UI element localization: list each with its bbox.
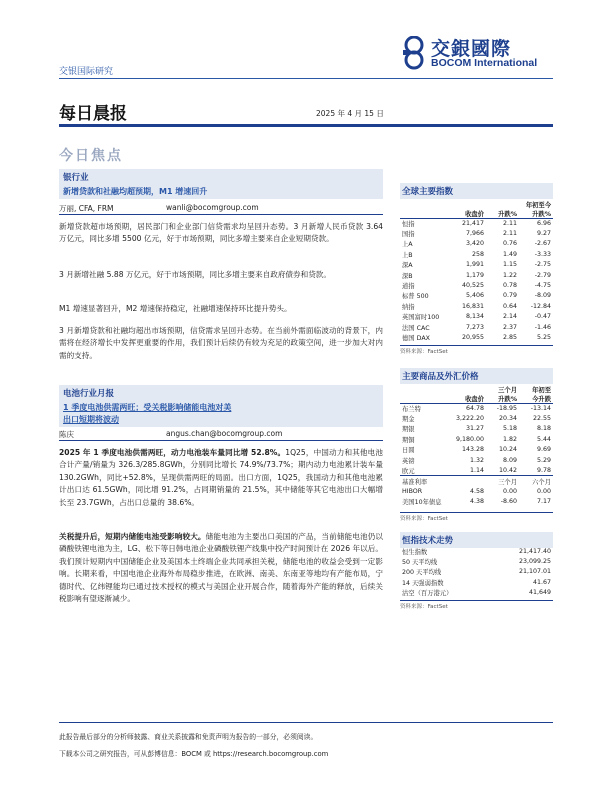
commodities-row [400, 445, 553, 455]
indices-cell-name: 英国富时100 [402, 314, 440, 322]
indices-row [400, 239, 553, 249]
focus-heading: 今日焦点 [59, 148, 123, 164]
technicals-row [400, 577, 553, 587]
indices-row [400, 312, 553, 322]
banking-paragraph-3: M1 增速显著回升，M2 增速保持稳定，社融增速保持环比提升势头。 [59, 304, 292, 313]
banking-headline[interactable]: 新增贷款和社融均超预期，M1 增速回升 [63, 187, 208, 196]
technicals-cell-value: 41.67 [532, 578, 551, 586]
indices-cell-name: 深B [402, 272, 413, 280]
banking-paragraph-1: 新增贷款超市场预期，居民部门和企业部门信贷需求均呈回升态势。3 月新增人民币贷款 3.64 万亿元，同比多增 5500 亿元，好于市场预期，同比多增主要来自企业短期贷款。 [59, 222, 383, 244]
rates-cell-m6: 0.00 [536, 487, 551, 495]
technicals-row [400, 546, 553, 556]
technicals-row [400, 588, 553, 598]
banking-paragraph-2: 3 月新增社融 5.88 万亿元，好于市场预期，同比多增主要来自政府债券和贷款。 [59, 270, 331, 279]
rates-cell-name: 美国10年债息 [402, 499, 442, 507]
indices-cell-chg: 2.11 [502, 230, 517, 238]
indices-cell-close: 40,525 [461, 282, 484, 290]
indices-cell-name: 深A [402, 262, 413, 270]
indices-row [400, 322, 553, 332]
rates-cell-close: 4.58 [469, 487, 484, 495]
commodities-cell-close: 31.27 [465, 425, 484, 433]
commodities-col-ytd: 年初至 今升跌 [519, 381, 553, 403]
rates-cell-m3: 0.00 [502, 487, 517, 495]
commodities-cell-close: 1.32 [469, 456, 484, 464]
indices-cell-ytd: 9.27 [536, 230, 551, 238]
battery-paragraph-2 [59, 531, 383, 605]
commodities-cell-ytd: 9.69 [536, 446, 551, 454]
commodities-cell-m3: 5.18 [502, 425, 517, 433]
indices-cell-name: 德国 DAX [402, 334, 430, 342]
logo-text-en: BOCOM International [431, 57, 538, 69]
indices-row [400, 301, 553, 311]
indices-cell-name: 上B [402, 251, 413, 259]
commodities-cell-m3: -18.95 [496, 404, 517, 412]
indices-cell-name: 法国 CAC [402, 324, 430, 332]
battery-headline-line2[interactable]: 出口短期将波动 [63, 415, 119, 424]
commodities-cell-ytd: 5.29 [536, 456, 551, 464]
commodities-cell-close: 64.78 [465, 404, 484, 412]
commodities-cell-name: 期金 [402, 416, 415, 424]
commodities-cell-name: 英镑 [402, 457, 415, 465]
commodities-cell-name: 期铜 [402, 436, 415, 444]
rates-cell-close: 4.38 [469, 498, 484, 506]
commodities-cell-m3: 8.09 [502, 456, 517, 464]
indices-cell-ytd: -4.75 [534, 282, 551, 290]
commodities-col-close: 收盘价 [448, 381, 486, 403]
commodities-row [400, 403, 553, 413]
battery-p2-lead: 关税提升后，短期内储能电池受影响较大。 [59, 532, 206, 541]
technicals-row [400, 567, 553, 577]
battery-headline-line1[interactable]: 1 季度电池供需两旺；受关税影响储能电池对美 [63, 403, 232, 412]
indices-cell-name: 纳指 [402, 303, 415, 311]
commodities-cell-close: 143.28 [461, 446, 484, 454]
rates-cell-m6: 7.17 [536, 498, 551, 506]
indices-cell-chg: 0.78 [502, 282, 517, 290]
rates-cell-name: HIBOR [402, 487, 423, 495]
rates-row [400, 497, 553, 507]
commodities-source: 资料来源：FactSet [400, 512, 553, 522]
battery-section-header [59, 385, 383, 427]
indices-title: 全球主要指数 [400, 183, 553, 199]
commodities-row [400, 413, 553, 423]
technicals-cell-name: 沽空（百万港元） [402, 590, 453, 598]
indices-cell-close: 3,420 [465, 240, 484, 248]
banking-paragraph-4: 3 月新增贷款和社融均超出市场预期，信贷需求呈回升态势。在当前外需面临波动的背景下，内需将在经济增长中发挥更重要的作用，我们预计后续仍有较为充足的政策空间，进一步加大对内需的支持。 [59, 326, 383, 360]
indices-cell-chg: 1.49 [502, 250, 517, 258]
header-divider [59, 78, 553, 79]
indices-cell-ytd: 5.25 [536, 333, 551, 341]
banking-author-line [59, 203, 383, 215]
indices-row [400, 332, 553, 342]
indices-cell-ytd: -2.75 [534, 261, 551, 269]
battery-p1-lead: 2025 年 1 季度电池供需两旺，动力电池装车量同比增 52.8%。 [59, 448, 286, 457]
commodities-title: 主要商品及外汇价格 [400, 368, 553, 384]
report-date: 2025 年 4 月 15 日 [316, 109, 384, 118]
commodities-cell-name: 欧元 [402, 467, 415, 475]
technicals-cell-value: 23,099.25 [518, 558, 551, 566]
indices-source: 资料来源：FactSet [400, 345, 553, 355]
commodities-cell-close: 3,222.20 [455, 415, 484, 423]
commodities-cell-name: 日圆 [402, 447, 415, 455]
technicals-cell-name: 200 天平均线 [402, 569, 442, 577]
logo-text-cn: 交銀國際 [431, 38, 512, 60]
indices-cell-close: 7,273 [465, 323, 484, 331]
technicals-cell-name: 14 天强弱指数 [402, 579, 444, 587]
research-label: 交银国际研究 [59, 67, 114, 77]
commodities-row [400, 465, 553, 475]
indices-cell-name: 恒指 [402, 220, 415, 228]
commodities-cell-name: 期银 [402, 426, 415, 434]
commodities-cell-m3: 10.24 [498, 446, 517, 454]
indices-cell-name: 国指 [402, 231, 415, 239]
technicals-cell-value: 41,649 [528, 589, 551, 597]
commodities-col-3m: 三个月 升跌% [486, 381, 519, 403]
indices-cell-close: 21,417 [461, 219, 484, 227]
rates-header-6m: 六个月 [519, 476, 553, 486]
indices-cell-close: 8,134 [465, 313, 484, 321]
rates-cell-m3: -8.60 [500, 498, 517, 506]
banking-analyst: 万丽, CFA, FRM [59, 204, 114, 213]
commodities-cell-ytd: 5.44 [536, 435, 551, 443]
indices-cell-ytd: -2.67 [534, 240, 551, 248]
indices-cell-chg: 0.76 [502, 240, 517, 248]
banking-section-header [59, 169, 383, 199]
indices-cell-close: 20,955 [461, 333, 484, 341]
indices-cell-ytd: -0.47 [534, 313, 551, 321]
rates-header-name: 基准利率 [400, 476, 448, 486]
footer-disclaimer: 此报告最后部分的分析师披露、商业关系披露和免责声明为报告的一部分，必须阅读。 [59, 733, 318, 741]
commodities-cell-ytd: -13.14 [530, 404, 551, 412]
commodities-cell-close: 9,180.00 [455, 435, 484, 443]
indices-cell-chg: 2.37 [502, 323, 517, 331]
commodities-row [400, 424, 553, 434]
footer-download[interactable]: 下载本公司之研究报告，可从彭博信息：BOCM 或 https://research.bocomgroup.com [59, 750, 329, 758]
indices-col-chg: 升跌% [486, 196, 519, 218]
indices-cell-close: 1,179 [465, 271, 484, 279]
banking-sector-label: 银行业 [63, 173, 89, 183]
battery-analyst: 陈庆 [59, 430, 74, 439]
indices-cell-chg: 0.64 [502, 302, 517, 310]
indices-cell-ytd: -3.33 [534, 250, 551, 258]
rates-header-3m: 三个月 [486, 476, 519, 486]
commodities-cell-close: 1.14 [469, 466, 484, 474]
indices-cell-ytd: -2.79 [534, 271, 551, 279]
battery-p1-body: 1Q25，中国动力和其他电池合计产量/销量为 326.3/285.8GWh，分别同比增长 74.9%/73.7%；期内动力电池累计装车量 130.2GWh，同比+52.8%，呈现供需两旺的局面。出口方面，1Q25，我国动力和其他电池累计出口达 61.5GWh，同比增 91.2%，占同期销量的 21.5%，其中储能等其它电池出口大幅增长至 23.7GWh，占出口总量的 38.6%。 [59, 448, 383, 507]
battery-paragraph-1 [59, 447, 383, 509]
technicals-cell-value: 21,107.01 [518, 568, 551, 576]
technicals-row [400, 556, 553, 566]
indices-col-close: 收盘价 [452, 196, 486, 218]
commodities-table [400, 381, 553, 507]
indices-cell-name: 道指 [402, 283, 415, 291]
indices-cell-close: 5,406 [465, 292, 484, 300]
battery-sector-label: 电池行业月报 [63, 389, 115, 399]
indices-row [400, 218, 553, 228]
commodities-cell-name: 布兰特 [402, 405, 421, 413]
indices-cell-ytd: -1.46 [534, 323, 551, 331]
indices-cell-chg: 0.79 [502, 292, 517, 300]
commodities-cell-ytd: 8.18 [536, 425, 551, 433]
indices-col-ytd: 年初至今 升跌% [519, 196, 553, 218]
bocom-logo-icon [401, 36, 427, 70]
indices-cell-chg: 1.15 [502, 261, 517, 269]
commodities-row [400, 434, 553, 444]
indices-row [400, 228, 553, 238]
indices-cell-name: 标普 500 [402, 293, 429, 301]
indices-cell-ytd: 6.96 [536, 219, 551, 227]
technicals-cell-name: 恒生指数 [402, 548, 428, 556]
indices-cell-ytd: -8.09 [534, 292, 551, 300]
rates-row [400, 486, 553, 496]
footer-divider [59, 722, 553, 723]
indices-cell-name: 上A [402, 241, 413, 249]
commodities-row [400, 455, 553, 465]
indices-cell-ytd: -12.84 [530, 302, 551, 310]
technicals-title: 恒指技术走势 [400, 532, 553, 548]
commodities-cell-m3: 10.42 [498, 466, 517, 474]
commodities-cell-ytd: 9.78 [536, 466, 551, 474]
commodities-cell-ytd: 22.55 [532, 415, 551, 423]
technicals-cell-value: 21,417.40 [518, 547, 551, 555]
commodities-cell-m3: 1.82 [502, 435, 517, 443]
indices-cell-close: 7,966 [465, 230, 484, 238]
indices-cell-close: 16,831 [461, 302, 484, 310]
indices-cell-chg: 2.85 [502, 333, 517, 341]
indices-col-name [400, 196, 452, 218]
title-divider [59, 124, 553, 127]
indices-row [400, 280, 553, 290]
technicals-source: 资料来源：FactSet [400, 600, 553, 610]
indices-row [400, 291, 553, 301]
page-title: 每日晨报 [59, 104, 127, 124]
indices-row [400, 249, 553, 259]
indices-cell-close: 1,991 [465, 261, 484, 269]
indices-cell-chg: 2.11 [502, 219, 517, 227]
indices-cell-chg: 1.22 [502, 271, 517, 279]
technicals-table [400, 546, 553, 598]
battery-author-line [59, 429, 383, 441]
indices-table [400, 196, 553, 343]
battery-p2-body: 储能电池为主要出口美国的产品，当前储能电池仍以磷酸铁锂电池为主，LG、松下等日韩电池企业磷酸铁锂产线集中投产时间预计在 2026 年以后。我们预计短期内中国储能企业及美国本土终端企业共同承担关税，储能电池的收益会受到一定影响。长期来看，中国电池企业海外布局稳步推进，在欧洲、南美、东南亚等地均有产能布局，宁德时代、亿纬锂能均已通过技术授权的模式与美国企业开展合作，随着海外产能的释放，后续关税影响有望逐渐减少。 [59, 532, 383, 604]
battery-email[interactable]: angus.chan@bocomgroup.com [166, 429, 283, 438]
commodities-col-name [400, 381, 448, 403]
commodities-cell-m3: 20.34 [498, 415, 517, 423]
technicals-cell-name: 50 天平均线 [402, 559, 438, 567]
indices-cell-chg: 2.14 [502, 313, 517, 321]
indices-cell-close: 258 [471, 250, 484, 258]
banking-email[interactable]: wanli@bocomgroup.com [166, 203, 259, 212]
indices-row [400, 260, 553, 270]
indices-row [400, 270, 553, 280]
